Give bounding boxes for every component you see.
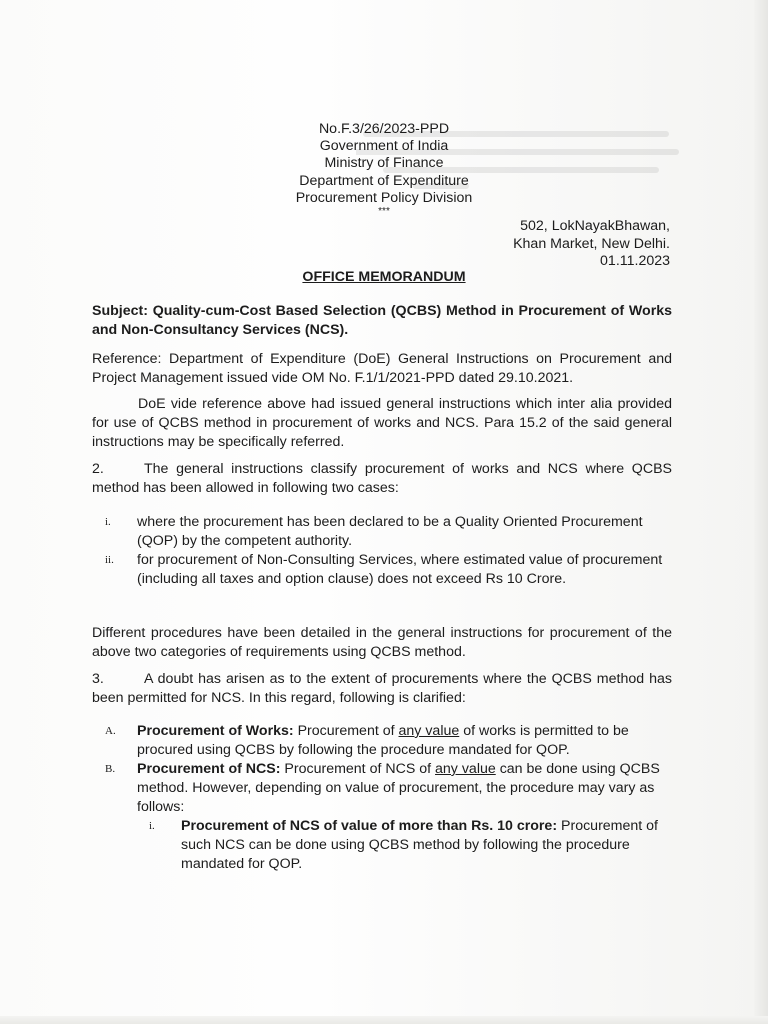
memo-date: 01.11.2023 [600, 253, 670, 270]
memo-reference: Reference: Department of Expenditure (DoE) General Instructions on Procurement and Project Management issued vide OM No. F.1/1/2021-PPD dated 29.10.2021. [92, 351, 672, 386]
underlined-phrase: any value [398, 723, 460, 739]
paragraph-procedures: Different procedures have been detailed in the general instructions for procurement of the above two categories of requirements using QCBS method. [92, 625, 672, 660]
clarification-ncs [105, 760, 672, 817]
clarification-text: of works is permitted to be procured using QCBS by following the procedure mandated for QOP. [137, 723, 629, 758]
ministry-name: Ministry of Finance [324, 155, 444, 172]
paragraph-3-text: A doubt has arisen as to the extent of procurements where the QCBS method has been permitted for NCS. In this regard, following is clarified: [92, 671, 672, 706]
list-marker: B. [105, 763, 116, 775]
list-item-text: for procurement of Non-Consulting Services, where estimated value of procurement (including all taxes and option clause) does not exceed Rs 10 Crore. [137, 552, 663, 587]
file-number: No.F.3/26/2023-PPD [318, 121, 450, 137]
office-address [513, 218, 670, 271]
clarification-heading: Procurement of Works: [137, 723, 294, 739]
memo-subject: Subject: Quality-cum-Cost Based Selection (QCBS) Method in Procurement of Works and Non-Consultancy Services (NCS). [92, 303, 672, 338]
clarification-works [105, 722, 672, 760]
list-marker: i. [149, 820, 155, 832]
department-name: Department of Expenditure [299, 172, 469, 189]
clarification-text: Procurement of [293, 723, 399, 739]
clarification-text: Procurement of such NCS can be done using QCBS method by following the procedure mandated for QOP. [181, 818, 658, 872]
address-line-2: Khan Market, New Delhi. [513, 235, 670, 252]
list-marker: A. [105, 725, 116, 737]
page-title: OFFICE MEMORANDUM [302, 269, 466, 285]
list-marker: ii. [105, 554, 114, 566]
memo-header [0, 121, 768, 217]
list-item [105, 551, 672, 589]
government-name: Government of India [319, 138, 449, 155]
paragraph-1 [92, 395, 672, 452]
paragraph-3 [92, 670, 672, 708]
clarification-text: can be done using QCBS method. However, depending on value of procurement, the procedure may vary as follows: [137, 761, 660, 815]
address-line-1: 502, LokNayakBhawan, [520, 218, 670, 234]
clarification-heading: Procurement of NCS: [137, 761, 281, 777]
clarification-heading: Procurement of NCS of value of more than Rs. 10 crore: [181, 818, 558, 834]
paragraph-1-text: DoE vide reference above had issued general instructions which inter alia provided for use of QCBS method in procurement of works and NCS. Para 15.2 of the said general instructions may be specifically referred. [92, 396, 672, 450]
paragraph-3-number: 3. [92, 671, 104, 687]
clarification-text: Procurement of NCS of [280, 761, 436, 777]
underlined-phrase: any value [435, 761, 496, 777]
list-item [105, 513, 672, 551]
list-item-text: where the procurement has been declared to be a Quality Oriented Procurement (QOP) by the competent authority. [137, 514, 643, 549]
division-name: Procurement Policy Division [295, 189, 473, 206]
paragraph-2-text: The general instructions classify procurement of works and NCS where QCBS method has been allowed in following two cases: [92, 461, 672, 496]
list-marker: i. [105, 516, 111, 528]
paragraph-2 [92, 460, 672, 498]
header-separator: *** [378, 206, 390, 218]
page-bottom-shadow [0, 1016, 768, 1024]
clarification-ncs-above-10cr [149, 817, 672, 874]
paragraph-2-number: 2. [92, 461, 104, 477]
